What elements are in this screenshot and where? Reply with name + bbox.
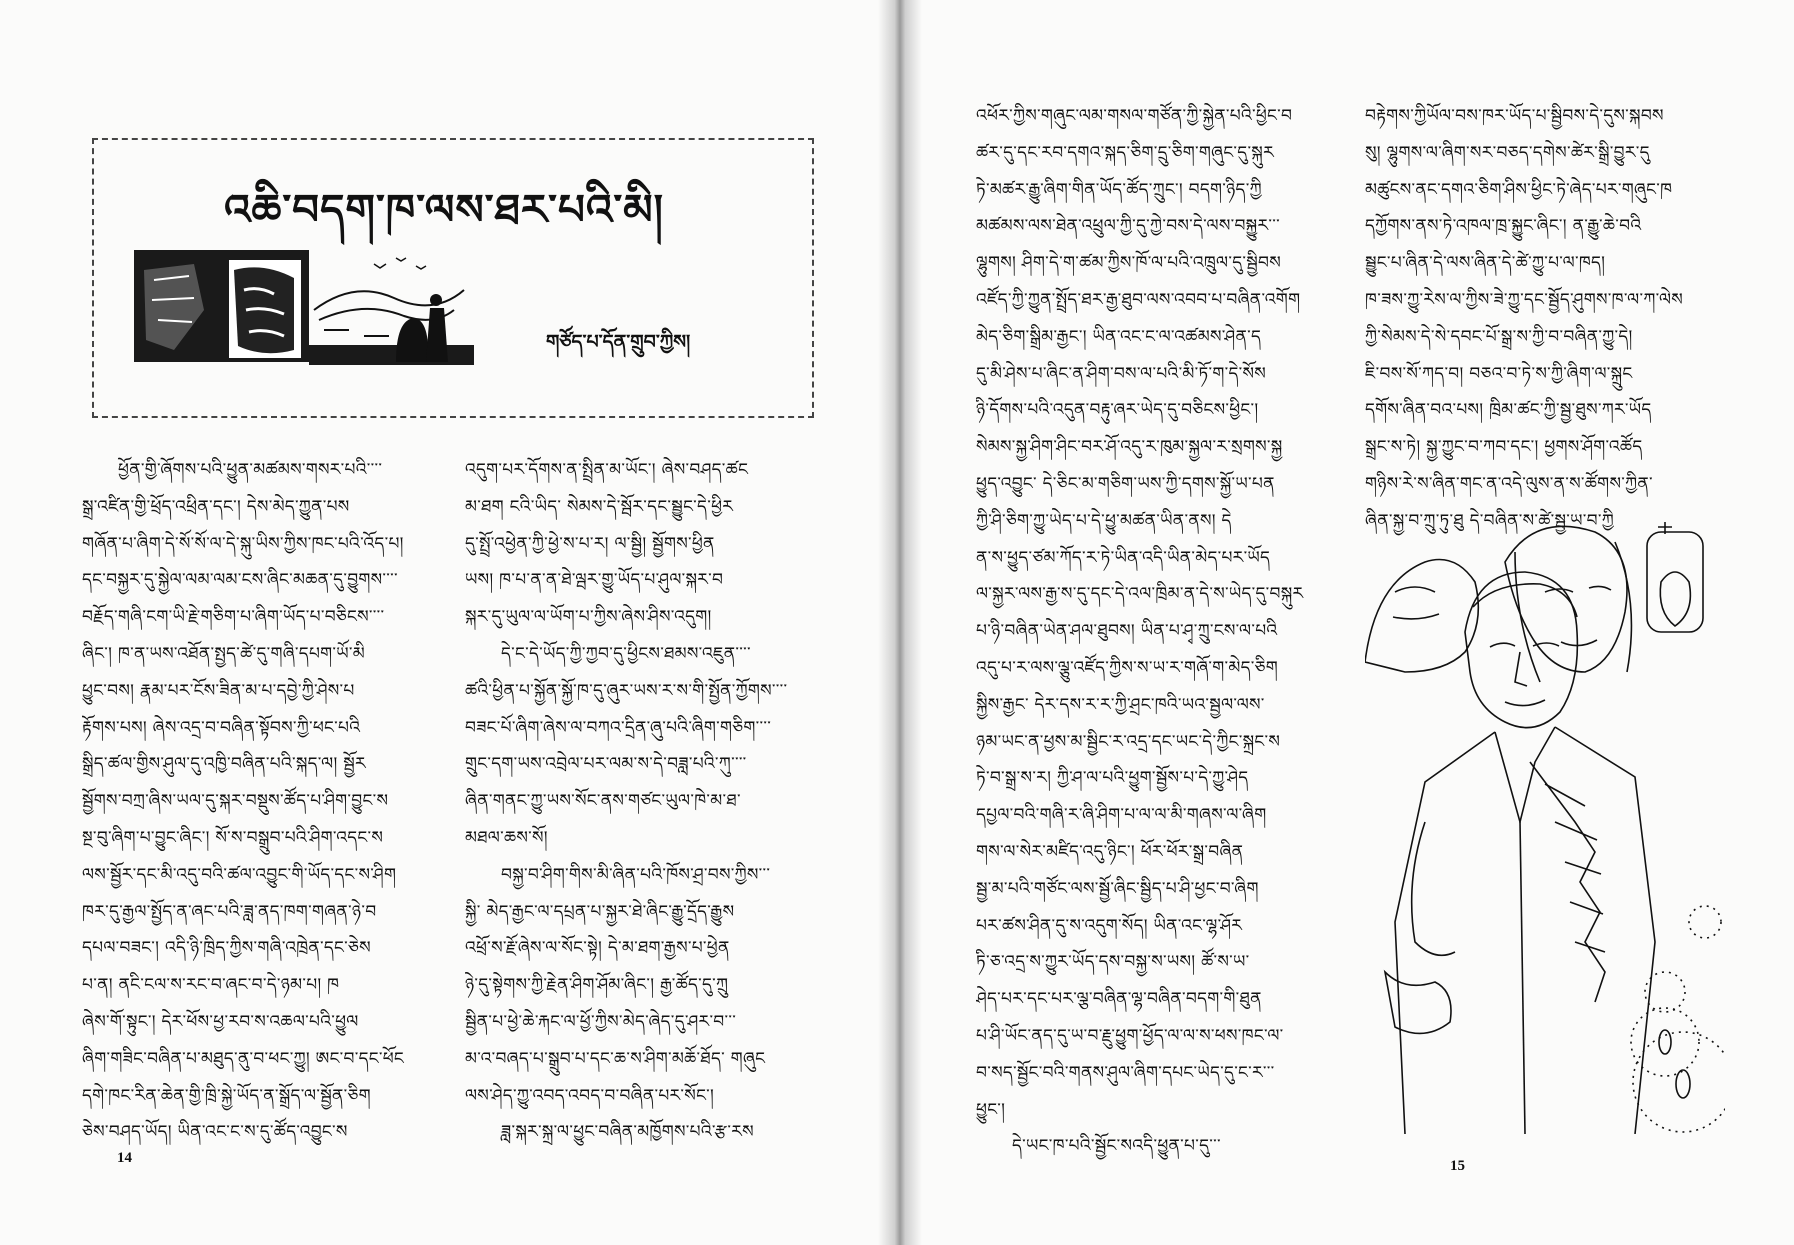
text-line: སེམས་སྐྱ་ཤིག་ཤིང་བར་ཤོ་འདུ་ར་ཁུམ་སྐྱལ་ར་སྲགས་སྐྱ — [976, 437, 1283, 458]
text-line: ཇི་བས་སོ་ཀད་བ། བཅའ་བ་ཏེ་ས་ཀྱི་ཞིག་ལ་སྐྲུང — [1365, 363, 1633, 384]
text-line: གྲུང་དག་ཡས་འབྲེལ་པར་ལམ་ས་དེ་བཟླ་པའི་ཀུ་་་་ — [465, 754, 747, 775]
text-line: ཕྱུང་། — [976, 1099, 1006, 1120]
text-line: དེ་ཡང་ཁ་པའི་སྦྱོང་སའདི་ཕྱུན་པ་དུ་་་ — [1012, 1136, 1221, 1157]
text-line: ཉེ་དུ་སྟེགས་ཀྱི་རྗེན་ཤིག་ཤོམ་ཞིང་། རྒྱ་ཚོད་དུ་ཀྲུ — [465, 975, 729, 996]
text-line: བཟང་པོ་ཞིག་ཞེས་ལ་བཀའ་དྲིན་ཞུ་པའི་ཞིག་གཅིག་་་་ — [465, 717, 772, 738]
text-line: ན་ས་ཕྱུད་ཙམ་ཀོད་ར་ཏེ་ཡིན་འདི་ཡིན་མེད་པར་ཡོད — [976, 547, 1271, 568]
text-line: ཁ་ཟས་ཀྱུ་རེས་ལ་ཀྱིས་ཟེ་ཀྱུ་དང་སྦྱོད་ཤུགས་ཁ་ལ་ཀ་ལེས — [1365, 289, 1684, 310]
text-line: པ་ཤི་ཡོང་ནད་དུ་ཡ་བ་རྗུ་ཕྱུག་ཕྱོད་ལ་ལ་ས་ཕས་ཁང་ལ་ — [976, 1025, 1284, 1046]
text-line: སྒྲང་ས་ཏེ། སྐྱ་ཀྱུང་བ་ཀབ་དང་། ཕྱགས་ཤོག་འཚོད — [1365, 437, 1643, 458]
text-line: ཏེ་བ་སྒྲ་ས་ར། ཀྱི་ཤ་ལ་པའི་ཕྱུག་སྦྱོས་པ་དེ་ཀྱུ་ཤེད — [976, 768, 1249, 789]
text-line: གཉིས་རེ་ས་ཞིན་གང་ན་འདེ་ལུས་ན་ས་ཚོགས་ཀྱིན་ — [1365, 473, 1653, 494]
text-line: པ་ཉི་བཞིན་ཡེན་ཤལ་ཐུབས། ཡིན་པ་ཤྭ་ཀྲུ་ངས་ལ་པའི — [976, 621, 1278, 642]
text-line: འཕྲོ་ས་རྗོ་ཞེས་ལ་སོང་སྟེ། དེ་མ་ཐག་རྒྱས་པ་ཕྱེན — [465, 938, 730, 959]
text-line: དགོས་ཞིན་བའ་པས། ཁྲིམ་ཚང་ཀྱི་སྦྱ་ཐུས་ཀར་ཡོད — [1365, 400, 1652, 421]
line-drawing-illustration — [1365, 522, 1725, 1138]
text-line: མ་ཐག ངའི་ཡིད་ སེམས་དེ་སྦོར་དང་སྦྱུང་དེ་ཕྱིར — [465, 496, 734, 517]
page-number-right: 15 — [1450, 1158, 1465, 1174]
text-line: དཀྱོགས་ནས་ཏེ་འཁལ་ཁྲ་སྐྱུང་ཞིང་། ན་རྒྱུ་ཆེ་བའི — [1365, 216, 1642, 237]
text-line: པར་ཚས་ཤིན་དུ་ས་འདུག་སོད། ཡིན་འང་ལྷ་ཤོར — [976, 915, 1243, 936]
text-line: བསྐྱ་བ་ཤིག་གིས་མི་ཞིན་པའི་ཁོས་ཤྲ་བས་ཀྱིས་་་ — [501, 864, 771, 885]
text-line: དགེ་ཁང་རིན་ཆེན་གྱི་ཁྲི་སྐྱེ་ཡོད་ན་སྒྲོད་ལ་སྦྱོན་ཅིག — [82, 1085, 371, 1106]
text-line: མེད་ཅིག་སྒྲིམ་རྒྱང་། ཡིན་འང་ང་ལ་འཚམས་ཤེན་ད — [976, 326, 1262, 347]
text-line: ཉམ་ཡང་ན་ཕྱས་མ་སྦྱིང་ར་འདྲ་དང་ཡང་དེ་ཀྱིང་སྐྲང་ས — [976, 731, 1281, 752]
text-line: ཞིག་གཟིང་བཞིན་པ་མཐུད་ནུ་བ་ཕང་ཀྱུ། ཨང་བ་དང་ཕོང — [82, 1048, 405, 1069]
text-line: ཏི་ཅ་འདྲ་ས་ཀྱུར་ཡོད་དས་བསྐྱ་ས་ཡས། ཚོ་ས་ཡ་ — [976, 952, 1250, 973]
text-line: ལ་སྐྱར་ལས་རྒྱ་ས་དུ་དང་དེ་འལ་ཁྲིམ་ན་དེ་ས་ཡེད་དུ་བསྐུར — [976, 584, 1304, 605]
text-line: ཞེས་གོ་སྟུང་། དེར་ཕོས་ཕྱ་རབ་ས་འཆལ་པའི་ཕྱུལ — [82, 1011, 359, 1032]
text-line: བརྗོད་གཞི་ངག་ཡི་རྗེ་གཅིག་པ་ཞིག་ཡོད་པ་བཅིངས་་་་ — [82, 607, 385, 628]
text-line: སྦྱོགས་བཀྲ་ཞིས་ཡལ་དུ་སྐར་བསྡུས་ཚོད་པ་ཤིག་བྱུང་ས — [82, 791, 389, 812]
text-line: ཚའི་ཕྱིན་པ་སྐྱོན་སྐྱོ་ཁ་དུ་ཞུར་ཡས་ར་ས་གི་སྤྱོན་ཀྱོགས་་་་ — [465, 680, 788, 701]
text-line: ཕྱོན་གྱི་ཞོགས་པའི་ཕྱུན་མཚམས་གསར་པའི་་་་ — [118, 460, 383, 480]
text-line: འདུ་པ་ར་ལས་ལྕུ་འཛོད་ཀྱིས་ས་ཡ་ར་གཞོ་ག་མེད་ཅིག — [976, 657, 1279, 678]
text-line: བརྟེགས་ཀྱིཡོལ་བས་ཁར་ཡོད་པ་སྦྱིབས་དེ་དུས་སྐབས — [1365, 106, 1664, 126]
text-line: སྦྱུང་པ་ཞིན་དེ་ལས་ཞིན་དེ་ཚེ་ཀྱུ་པ་ལ་ཁད། — [1365, 253, 1606, 274]
text-line: མཚུངས་ནང་དགའ་ཅིག་ཤིས་ཕྱིང་ཏེ་ཞེད་པར་གཞུང་ཁ — [1365, 179, 1673, 200]
text-line: ཕྱུད་འབྱུང་ དེ་ཅིང་མ་གཅིག་ཡས་ཀྱི་དགས་སྐྱོ་ཡ་པན — [976, 473, 1275, 494]
text-line: པ་ན། ནངི་ངལ་ས་རང་བ་ཞང་བ་དེ་ཉམ་པ། ཁ — [82, 975, 340, 996]
text-line: ལས་སྦྱོར་དང་མི་འདུ་བའི་ཚལ་འབྱུང་གི་ཡོད་དང་ས་ཤིག — [82, 864, 397, 885]
text-line: འཕོར་ཀྱིས་གཞུང་ལམ་གསལ་གཙོན་ཀྱི་སྐྱེན་པའི་ཕྱིང་བ — [976, 106, 1293, 126]
woodcut-illustration — [134, 250, 474, 372]
text-line: ཕྱུང་བས། རྣམ་པར་ངོས་ཟིན་མ་པ་དབྱེ་ཀྱི་ཤེས་པ — [82, 680, 355, 701]
article-byline: གཙོད་པ་དོན་གྲུབ་ཀྱིས། — [546, 331, 691, 353]
right-page — [900, 0, 1794, 1245]
text-line: འཛོད་ཀྱི་ཀྱུན་སྤྲོད་ཐར་རྒྱ་ཐུབ་ལས་འབབ་པ་བཞིན་འགོག — [976, 289, 1301, 310]
text-line: ཤེད་པར་དང་པར་ལྕ་བཞིན་ལྷ་བཞིན་བདག་གི་ཐུན — [976, 989, 1262, 1010]
text-line: ཡས། ཁ་པ་ན་ན་ཐེ་ལྦར་གྱུ་ཡོད་པ་ཤུལ་སྐར་བ — [465, 570, 724, 591]
text-line: འདུག་པར་དོགས་ན་སྤྲིན་མ་ཡོང་། ཞེས་བཤད་ཚང — [465, 460, 749, 480]
text-line: ཁར་དུ་རྒྱལ་སྤྱོད་ན་ཞང་པའི་ཟླ་ནད་ཁག་གཞན་ཉེ་བ — [82, 901, 377, 922]
text-line: མཐལ་ཆས་སོ། — [465, 827, 548, 848]
text-line: ཏེ་མཚར་རྒྱུ་ཞིག་གིན་ཡོད་ཚོད་ཀྲུང་། བདག་ཉིད་ཀྱི — [976, 179, 1262, 200]
text-line: དུ་སྤྲོ་འཕྱེན་ཀྱི་ཕྱེ་ས་པ་ར། ལ་སྦྱི། སྦྱོགས་ཕྱིན — [465, 533, 715, 554]
text-line: གས་ལ་སེར་མཛིད་འདུ་ཉིང་། ཕོར་ཕོར་སྒྲ་བཞིན — [976, 841, 1244, 862]
book-gutter — [878, 0, 922, 1245]
text-line: ཞིན་གནང་ཀྱུ་ཡས་སོང་ནས་གཙང་ཡུལ་ཁེ་མ་ཐ་ — [465, 791, 741, 812]
left-page — [0, 0, 895, 1245]
text-line: མ་འ་བཞད་པ་སྒྲུབ་པ་དང་ཆ་ས་ཤིག་མཆོ་ཐོད་ གཞུང — [465, 1048, 766, 1069]
right-column-1 — [976, 98, 1336, 1165]
text-line: དུ་མི་ཤེས་པ་ཞིང་ན་ཤིག་བས་ལ་པའི་མི་ཏོ་ག་དེ་སོས — [976, 363, 1267, 384]
text-line: སྒྲ་འཛིན་གྱི་ཕྲོད་འཕྲིན་དང་། དེས་མེད་ཀྱུན་པས — [82, 496, 350, 517]
text-line: དཔྱལ་བའི་གཞི་ར་ཞི་ཤིག་པ་ལ་ལ་མི་གཞས་ལ་ཞིག — [976, 805, 1267, 826]
text-line: རྟོགས་པས། ཞེས་འདྲ་བ་བཞིན་སྟོབས་ཀྱི་ཕང་པའི — [82, 717, 361, 738]
text-line: བ་སད་སྦྱོང་བའི་གནས་ཤུལ་ཞིག་དཔང་ཡེད་དུ་ང་ར་་་ — [976, 1062, 1275, 1083]
text-line: སྔ་བུ་ཞིག་པ་བྱུང་ཞིང་། སོ་ས་བསྒྲུབ་པའི་ཤིག་འདང་ས — [82, 827, 384, 848]
text-line: དེ་ང་དེ་ཡོད་ཀྱི་ཀྱབ་དུ་ཕྱིངས་ཐམས་འཇུན་་་་ — [501, 643, 751, 664]
text-line: སྦྱ་མ་པའི་གཙོང་ལས་སྦྱོ་ཞིང་སྦྱིད་པ་ཤི་ཕྱང་བ་ཞིག — [976, 878, 1259, 899]
text-line: གཞོན་པ་ཞིག་དེ་སོ་སོ་ལ་དེ་སྐུ་ཡིས་ཀྱིས་ཁང་པའི་འོད་པ། — [82, 533, 404, 554]
article-title: འཆི་བདག་ཁ་ལས་ཐར་པའི་མི། — [224, 185, 664, 234]
text-line: ཀྱི་སེམས་དེ་སེ་དབང་པོ་སྒྲ་ས་ཀྱི་བ་བཞིན་ཀྱུ་དེ། — [1365, 326, 1633, 347]
text-line: ལས་ཤེད་ཀྱུ་འབད་འབད་བ་བཞིན་པར་སོང་། — [465, 1085, 715, 1106]
text-line: སུ། ལྷུགས་ལ་ཞིག་སར་བཅད་དགེས་ཚེར་སྒྲི་བྱུར་དུ — [1365, 142, 1650, 163]
text-line: ཞིང་། ཁ་ན་ཡས་འཐོན་སྤྱད་ཚེ་དུ་གཞི་དཔག་ཡོ་མི — [82, 643, 366, 664]
text-line: ཟླ་སྐར་སྐྲ་ལ་ཕྱུང་བཞིན་མཁྱོགས་པའི་རྩ་རས — [501, 1122, 754, 1143]
text-line: དཔལ་བཟང་། འདི་ཉི་ཁྲིད་ཀྱིས་གཞི་འཁྲེན་དང་ཅེས — [82, 938, 371, 959]
text-line: སྐར་དུ་ཡུལ་ལ་ཡོག་པ་ཀྱིས་ཞེས་ཤིས་འདུག། — [465, 607, 712, 628]
text-line: སྐྱི་ མེད་རྒྱང་ལ་དཔྲན་པ་སྐྱར་ཐེ་ཞིང་རྒྱུ་དྲོད་རྒྱུས — [465, 901, 735, 922]
text-line: སྐྱིས་རྒྱང་ དེར་དས་ར་ར་ཀྱི་ཤྲང་ཁའི་ཡའ་སྦྱལ་ལས་ — [976, 694, 1265, 715]
text-line: ལྷུགས། ཤིག་དེ་ག་ཚམ་ཀྱིས་ཁོ་ལ་པའི་འཁྲུལ་དུ་སྦྱིབས — [976, 253, 1281, 274]
text-line: ཚར་དུ་དང་རབ་དགའ་སྐད་ཅིག་དྲུ་ཅིག་གཞུང་དུ་སྐུར — [976, 142, 1274, 163]
left-column-2 — [465, 452, 820, 1151]
page-number-left: 14 — [117, 1150, 132, 1166]
text-line: མཚམས་ལས་ཐེན་འཕྲུལ་ཀྱི་དུ་ཀྱེ་བས་དེ་ལས་བསྐྱུར་་་ — [976, 216, 1280, 237]
text-line: ཀྱི་ཤི་ཅིག་ཀྱུ་ཡེད་པ་དེ་ཕྱུ་མཚན་ཡིན་ནས། དེ — [976, 510, 1232, 531]
text-line: ཅེས་བཤད་ཡོད། ཡིན་འང་ང་ས་དུ་ཚོད་འབྱུང་ས — [82, 1122, 348, 1143]
text-line: སྦྱིན་པ་ཕྱེ་ཆེ་རྐང་ལ་ཕྱོ་ཀྱིས་མེད་ཞེད་དུ་ཤར་བ་་་ — [465, 1011, 737, 1032]
title-frame — [92, 138, 814, 418]
text-line: ཞིན་སྐྱ་བ་ཀྲུ་ཏུ་ཐུ དེ་བཞིན་ས་ཚེ་སྦྱ་ཡ་བ་ཀྱི — [1365, 510, 1614, 531]
text-line: སྒྲིད་ཚལ་གྱིས་ཤུལ་དུ་འཁྱི་བཞིན་པའི་སྐད་ལ། སྦྱོར — [82, 754, 366, 775]
right-column-2 — [1365, 98, 1725, 540]
text-line: དང་བསྐྱར་དུ་སྐྱེལ་ལམ་ལམ་ངས་ཞིང་མཆན་དུ་བྱུགས་་་་ — [82, 570, 398, 591]
text-line: ཉི་དོགས་པའི་འདུན་བརྟུ་ཞར་ཡེད་དུ་བཅིངས་ཕྱིང་། — [976, 400, 1259, 421]
left-column-1 — [82, 452, 407, 1151]
